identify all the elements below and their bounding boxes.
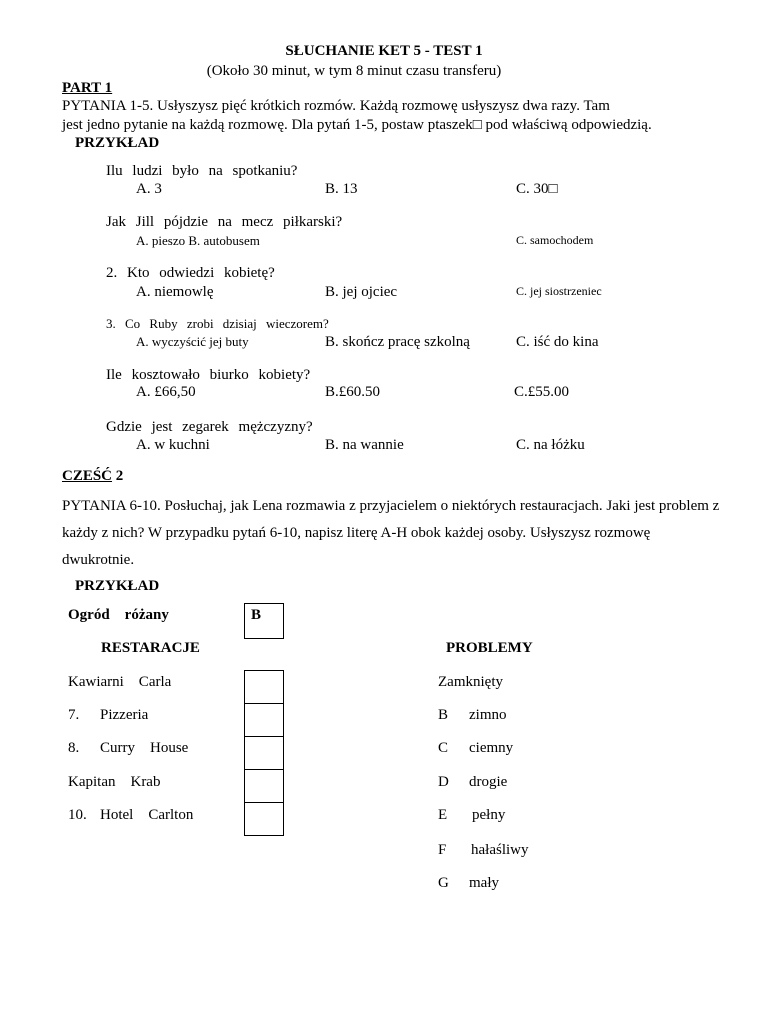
question-text: Ile kosztowało biurko kobiety? — [106, 367, 311, 383]
part2-heading-number: 2 — [112, 468, 124, 484]
answer-option-c: C. iść do kina — [516, 334, 599, 350]
answer-option-b: B. 13 — [325, 181, 358, 197]
restaurant-item: Pizzeria — [100, 707, 149, 723]
part2-instructions-line3: dwukrotnie. — [62, 552, 135, 568]
part2-heading — [62, 467, 123, 485]
restaurant-item: Kawiarni Carla — [68, 674, 172, 690]
example-item: Ogród różany — [68, 607, 169, 623]
answer-option-a: A. £66,50 — [136, 384, 196, 400]
part1-instructions-line2: jest jedno pytanie na każdą rozmowę. Dla pytań 1-5, postaw ptaszek□ pod właściwą odpowiedzią. — [62, 117, 652, 133]
question-text: 2. Kto odwiedzi kobietę? — [106, 265, 275, 281]
problem-item: ciemny — [469, 740, 514, 756]
answer-option-a: A. 3 — [136, 181, 162, 197]
example-answer-box — [244, 603, 284, 639]
part1-example-label: PRZYKŁAD — [75, 135, 160, 151]
problems-column-header: PROBLEMY — [446, 640, 533, 656]
question-text: Gdzie jest zegarek mężczyzny? — [106, 419, 313, 435]
part2-instructions-line2: każdy z nich? W przypadku pytań 6-10, napisz literę A-H obok każdej osoby. Usłyszysz rozmowę — [62, 525, 651, 541]
problem-item: zimno — [469, 707, 507, 723]
question-text: Jak Jill pójdzie na mecz piłkarski? — [106, 214, 343, 230]
answer-option-a: A. niemowlę — [136, 284, 214, 300]
question-text: 3. Co Ruby zrobi dzisiaj wieczorem? — [106, 316, 329, 331]
problem-item: pełny — [472, 807, 506, 823]
restaurant-number: 7. — [68, 707, 80, 723]
part2-instructions-line1: PYTANIA 6-10. Posłuchaj, jak Lena rozmawia z przyjacielem o niektórych restauracjach. Jaki jest problem z — [62, 498, 720, 514]
answer-box[interactable] — [244, 670, 284, 704]
problem-letter: G — [438, 875, 449, 891]
problem-letter: B — [438, 707, 449, 723]
restaurant-number: 10. — [68, 807, 87, 823]
problem-letter: E — [438, 807, 448, 823]
problem-item: Zamknięty — [438, 674, 503, 690]
answer-option-b: B. skończ pracę szkolną — [325, 334, 470, 350]
answer-option-c: C. samochodem — [516, 233, 594, 247]
answer-option-a: A. pieszo B. autobusem — [136, 233, 260, 248]
answer-box-column — [244, 670, 284, 836]
answer-option-b: B. jej ojciec — [325, 284, 398, 300]
answer-option-c: C.£55.00 — [514, 384, 570, 400]
restaurant-item: Kapitan Krab — [68, 774, 161, 790]
question-text: Ilu ludzi było na spotkaniu? — [106, 163, 298, 179]
answer-option-c: C. na łóżku — [516, 437, 585, 453]
restaurant-number: 8. — [68, 740, 80, 756]
restaurant-item: Hotel Carlton — [100, 807, 194, 823]
part2-heading-word: CZEŚĆ — [62, 468, 113, 484]
answer-option-b: B. na wannie — [325, 437, 404, 453]
problem-letter: C — [438, 740, 449, 756]
answer-box[interactable] — [244, 769, 284, 803]
problem-item: drogie — [469, 774, 508, 790]
problem-letter: F — [438, 842, 447, 858]
restaurants-column-header: RESTARACJE — [101, 640, 200, 656]
part1-instructions-line1: PYTANIA 1-5. Usłyszysz pięć krótkich rozmów. Każdą rozmowę usłyszysz dwa razy. Tam — [62, 98, 610, 114]
answer-box[interactable] — [244, 802, 284, 836]
example-answer: B — [251, 607, 262, 623]
answer-option-a: A. wyczyścić jej buty — [136, 334, 249, 349]
problem-letter: D — [438, 774, 449, 790]
answer-option-c: C. 30□ — [516, 181, 558, 197]
part2-example-label: PRZYKŁAD — [75, 578, 160, 594]
restaurant-item: Curry House — [100, 740, 189, 756]
page-title: SŁUCHANIE KET 5 - TEST 1 — [285, 43, 483, 59]
page-subtitle: (Około 30 minut, w tym 8 minut czasu transferu) — [206, 63, 502, 79]
answer-box[interactable] — [244, 736, 284, 770]
answer-option-b: B.£60.50 — [325, 384, 381, 400]
problem-item: hałaśliwy — [471, 842, 529, 858]
answer-box[interactable] — [244, 703, 284, 737]
part1-heading: PART 1 — [62, 80, 113, 96]
problem-item: mały — [469, 875, 499, 891]
answer-option-c: C. jej siostrzeniec — [516, 284, 602, 298]
answer-option-a: A. w kuchni — [136, 437, 210, 453]
